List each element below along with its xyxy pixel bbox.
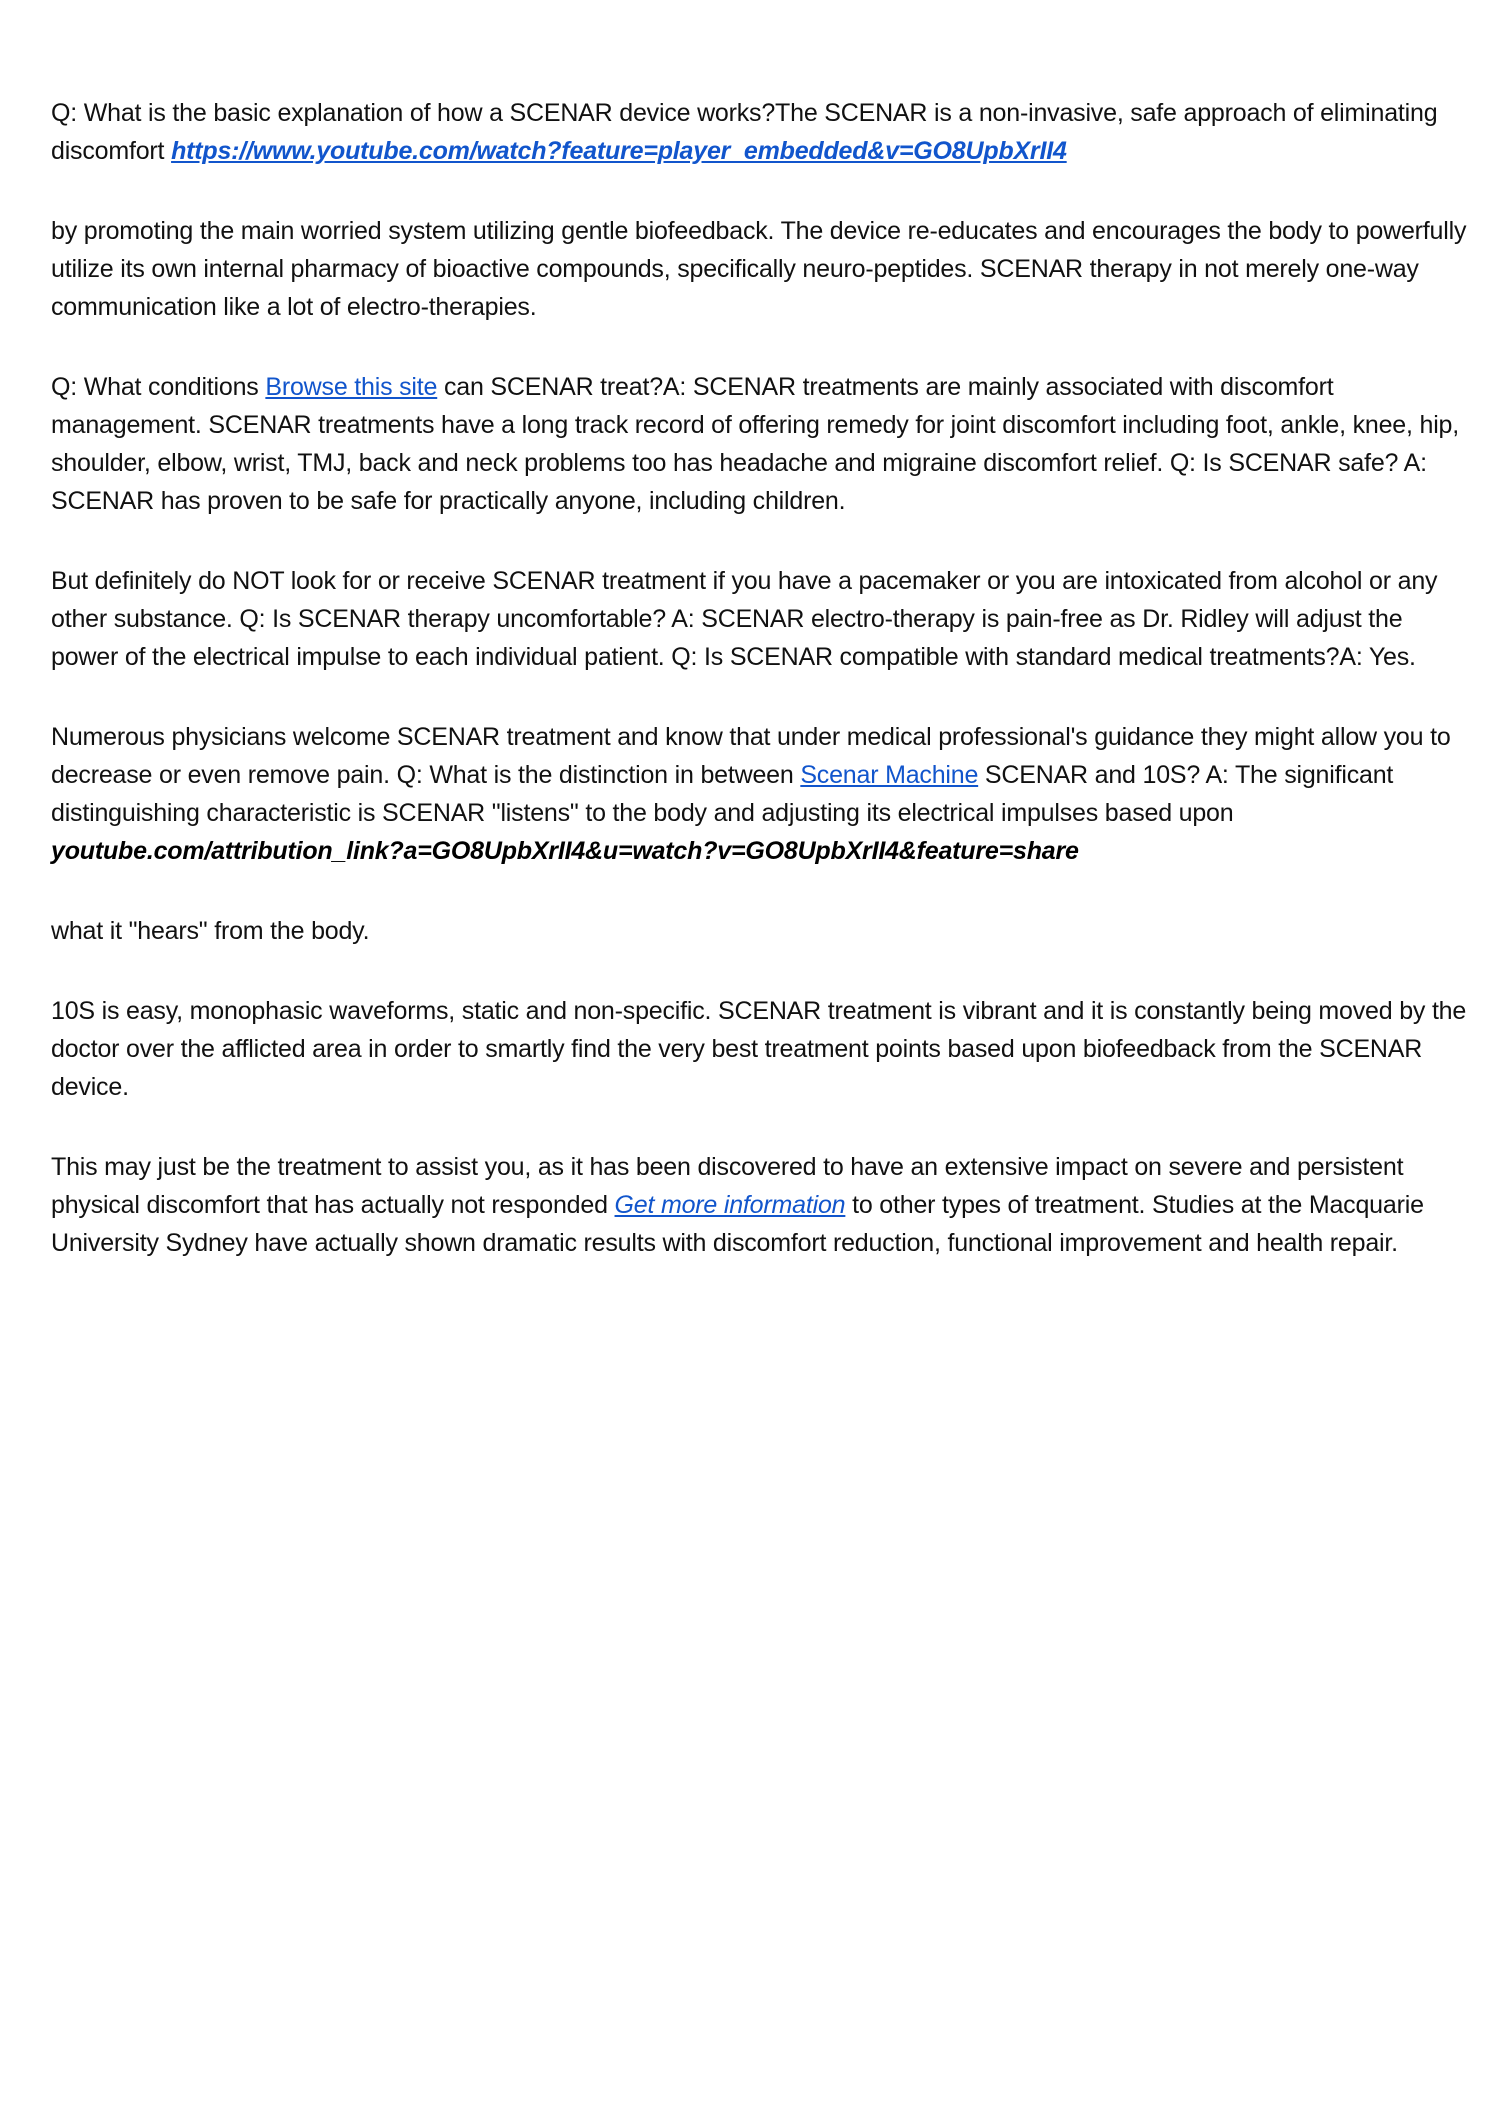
paragraph-6: what it "hears" from the body. xyxy=(51,917,370,945)
paragraph-4: But definitely do NOT look for or receive SCENAR treatment if you have a pacemaker or you are intoxicated from alcohol or any other substance. Q: Is SCENAR therapy uncomfortable? A: SCENAR electro-therapy is pain-free as Dr. Ridley will adjust the power of the electrical impulse to each individual patient. Q: Is SCENAR compatible with standard medical treatments?A: Yes. xyxy=(51,567,1438,671)
document-body xyxy=(51,94,1471,1304)
scenar-machine-link[interactable]: Scenar Machine xyxy=(800,761,979,789)
attribution-link-text: youtube.com/attribution_link?a=GO8UpbXrII4&u=watch?v=GO8UpbXrII4&feature=share xyxy=(51,837,1079,865)
paragraph-3: Q: What conditions Browse this site can SCENAR treat?A: SCENAR treatments are mainly associated with discomfort management. SCENAR treatments have a long track record of offering remedy for joint discomfort including foot, ankle, knee, hip, shoulder, elbow, wrist, TMJ, back and neck problems too has headache and migraine discomfort relief. Q: Is SCENAR safe? A: SCENAR has proven to be safe for practically anyone, including children. xyxy=(51,373,1459,515)
browse-this-site-link[interactable]: Browse this site xyxy=(265,373,438,401)
paragraph-1: Q: What is the basic explanation of how a SCENAR device works?The SCENAR is a non-invasive, safe approach of eliminating discomfort https://www.youtube.com/watch?feature=player_embedded&v=GO8UpbXrII4 xyxy=(51,99,1438,165)
paragraph-7: 10S is easy, monophasic waveforms, static and non-specific. SCENAR treatment is vibrant and it is constantly being moved by the doctor over the afflicted area in order to smartly find the very best treatment points based upon biofeedback from the SCENAR device. xyxy=(51,997,1467,1101)
paragraph-2: by promoting the main worried system utilizing gentle biofeedback. The device re-educates and encourages the body to powerfully utilize its own internal pharmacy of bioactive compounds, specifically neuro-peptides. SCENAR therapy in not merely one-way communication like a lot of electro-therapies. xyxy=(51,217,1467,321)
get-more-information-link[interactable]: Get more information xyxy=(614,1191,846,1219)
paragraph-8: This may just be the treatment to assist you, as it has been discovered to have an extensive impact on severe and persistent physical discomfort that has actually not responded Get more information to other types of treatment. Studies at the Macquarie University Sydney have actually shown dramatic results with discomfort reduction, functional improvement and health repair. xyxy=(51,1153,1424,1257)
paragraph-5: Numerous physicians welcome SCENAR treatment and know that under medical professional's guidance they might allow you to decrease or even remove pain. Q: What is the distinction in between Scenar Machine SCENAR and 10S? A: The significant distinguishing characteristic is SCENAR "listens" to the body and adjusting its electrical impulses based upon youtube.com/attribution_link?a=GO8UpbXrII4&u=watch?v=GO8UpbXrII4&feature=share xyxy=(51,718,1471,870)
youtube-link[interactable]: https://www.youtube.com/watch?feature=player_embedded&v=GO8UpbXrII4 xyxy=(171,137,1067,165)
